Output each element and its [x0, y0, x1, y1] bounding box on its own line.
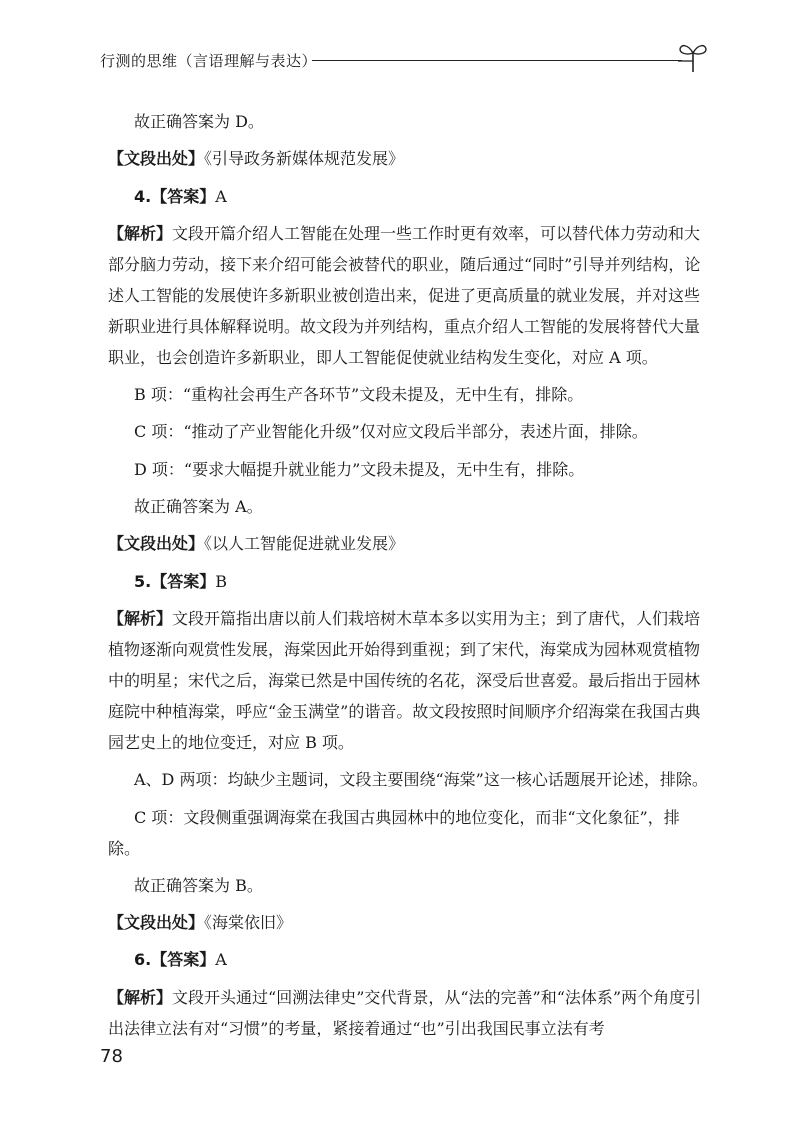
running-header [100, 46, 712, 76]
paragraph-answer [108, 566, 708, 597]
paragraph-text: 文段开篇介绍人工智能在处理一些工作时更有效率，可以替代体力劳动和大部分脑力劳动，接下来介绍可能会被替代的职业，随后通过“同时”引导并列结构，论述人工智能的发展使许多新职业被创造出来，促进了更高质量的就业发展，并对这些新职业进行具体解释说明。故文段为并列结构，重点介绍人工智能的发展将替代大量职业，也会创造许多新职业，即人工智能促使就业结构发生变化，对应 A 项。 [108, 223, 701, 367]
header-title: 行测的思维（言语理解与表达） [100, 52, 318, 70]
paragraph-text: 故正确答案为 A。 [134, 497, 263, 517]
paragraph-text: 文段开头通过“回溯法律史”交代背景，从“法的完善”和“法体系”两个角度引出法律立法有对“习惯”的考量，紧接着通过“也”引出我国民事立法有考 [108, 987, 702, 1038]
answer-value: B [215, 571, 227, 591]
paragraph-text: 《以人工智能促进就业发展》 [204, 534, 405, 554]
paragraph-text: D 项：“要求大幅提升就业能力”文段未提及，无中生有，排除。 [134, 459, 585, 479]
paragraph-text: 故正确答案为 B。 [134, 875, 263, 895]
answer-value: A [215, 186, 227, 206]
section-label: 【文段出处】 [108, 149, 205, 169]
paragraph-conclusion [108, 870, 708, 901]
paragraph-option [108, 416, 708, 447]
section-label: 【文段出处】 [108, 534, 205, 554]
paragraph-analysis [108, 218, 708, 373]
paragraph-option [108, 802, 708, 864]
section-label: 【文段出处】 [108, 913, 205, 933]
paragraph-conclusion [108, 106, 708, 137]
paragraph-text: A、D 两项：均缺少主题词，文段主要围绕“海棠”这一核心话题展开论述，排除。 [134, 770, 708, 790]
sprout-icon [678, 40, 708, 74]
paragraph-source [108, 528, 708, 559]
paragraph-option [108, 379, 708, 410]
answer-label: 5.【答案】 [134, 571, 216, 591]
paragraph-answer [108, 944, 708, 975]
analysis-label: 【解析】 [108, 987, 173, 1007]
analysis-label: 【解析】 [108, 608, 173, 628]
answer-label: 4.【答案】 [134, 186, 216, 206]
answer-value: A [215, 950, 227, 970]
paragraph-text: 《海棠依旧》 [204, 913, 293, 933]
paragraph-answer [108, 181, 708, 212]
paragraph-option [108, 764, 708, 795]
paragraph-source [108, 143, 708, 174]
page-number: 78 [100, 1046, 123, 1067]
paragraph-option [108, 454, 708, 485]
answer-label: 6.【答案】 [134, 950, 216, 970]
paragraph-conclusion [108, 491, 708, 522]
paragraph-analysis [108, 603, 708, 758]
page-body [108, 106, 708, 1050]
paragraph-text: B 项：“重构社会再生产各环节”文段未提及，无中生有，排除。 [134, 385, 584, 405]
paragraph-text: 《引导政务新媒体规范发展》 [204, 149, 405, 169]
paragraph-text: 文段开篇指出唐以前人们栽培树木草本多以实用为主；到了唐代，人们栽培植物逐渐向观赏性发展，海棠因此开始得到重视；到了宋代，海棠成为园林观赏植物中的明星；宋代之后，海棠已然是中国传统的名花，深受后世喜爱。最后指出于园林庭院中种植海棠，呼应“金玉满堂”的谐音。故文段按照时间顺序介绍海棠在我国古典园艺史上的地位变迁，对应 B 项。 [108, 608, 701, 752]
header-rule [312, 60, 682, 61]
paragraph-text: C 项：“推动了产业智能化升级”仅对应文段后半部分，表述片面，排除。 [134, 422, 648, 442]
analysis-label: 【解析】 [108, 223, 173, 243]
paragraph-text: 故正确答案为 D。 [134, 112, 264, 131]
paragraph-text: C 项：文段侧重强调海棠在我国古典园林中的地位变化，而非“文化象征”，排除。 [108, 807, 680, 858]
paragraph-analysis [108, 982, 708, 1044]
paragraph-source [108, 907, 708, 938]
